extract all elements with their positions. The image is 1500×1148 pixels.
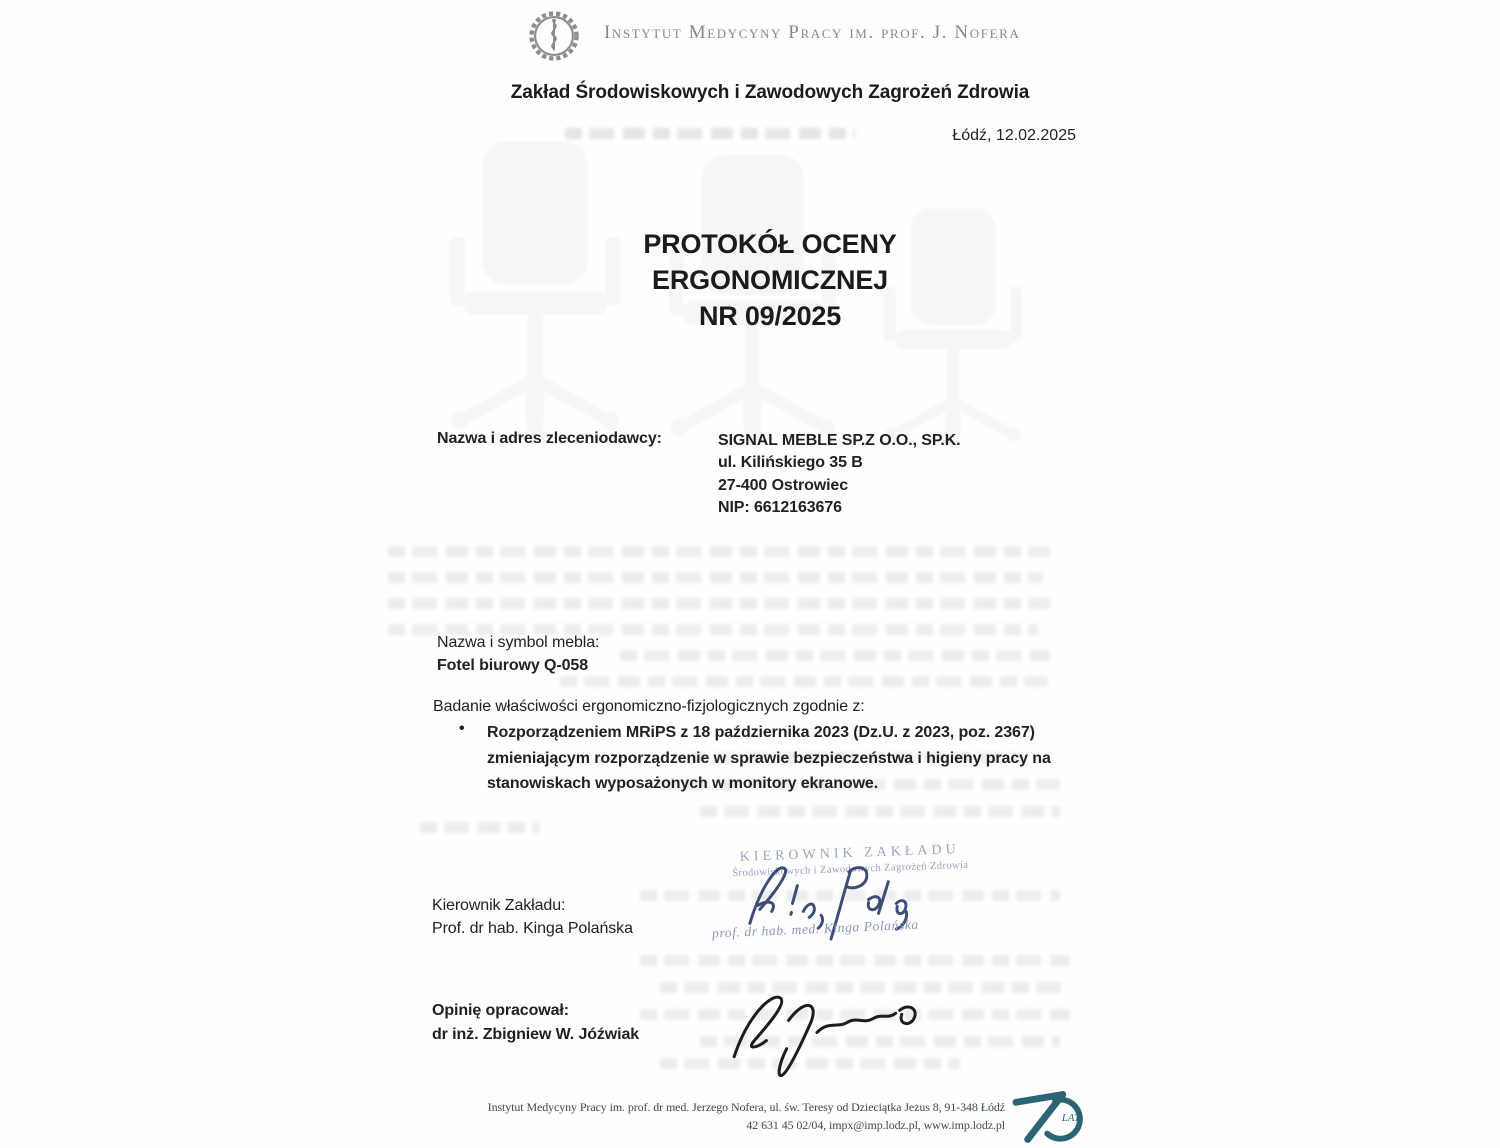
- bleedthrough-text-line: [700, 806, 1060, 817]
- place-date: Łódź, 12.02.2025: [952, 127, 1076, 144]
- bleedthrough-text-line: [560, 676, 1048, 687]
- title-line-2: ERGONOMICZNEJ: [652, 265, 888, 295]
- footer: [385, 1099, 1005, 1134]
- client-nip: NIP: 6612163676: [718, 499, 842, 517]
- author-signature: [720, 983, 932, 1081]
- client-label: Nazwa i adres zleceniodawcy:: [437, 430, 662, 447]
- client-name: SIGNAL MEBLE SP.Z O.O., SP.K.: [718, 432, 961, 449]
- bullet-marker: •: [459, 720, 465, 737]
- document-title: [0, 226, 1500, 334]
- bleedthrough-text-line: [620, 650, 1050, 661]
- study-regulation-text: Rozporządzeniem MRiPS z 18 października 2023 (Dz.U. z 2023, poz. 2367) zmieniającym rozporządzenie w sprawie bezpieczeństwa i higieny pracy na stanowiskach wyposażonych w monitory ekranowe.: [487, 724, 1051, 792]
- stamp-name: prof. dr hab. med. Kinga Polańska: [711, 916, 920, 941]
- institute-name: Instytut Medycyny Pracy im. prof. J. Nofera: [604, 22, 1021, 43]
- anniversary-lat-text: LAT: [1061, 1111, 1080, 1124]
- author-label: Opinię opracował:: [432, 1002, 569, 1019]
- anniversary-70-lat-logo-icon: [1012, 1088, 1100, 1144]
- head-label: Kierownik Zakładu:: [432, 897, 566, 914]
- title-line-1: PROTOKÓŁ OCENY: [643, 229, 897, 259]
- institute-logo-icon: [527, 9, 581, 63]
- stamp-subtitle: Środowiskowych i Zawodowych Zagrożeń Zdrowia: [732, 859, 969, 880]
- client-street: ul. Kilińskiego 35 B: [718, 454, 863, 472]
- bleedthrough-text-line: [388, 598, 1050, 609]
- bleedthrough-text-line: [640, 955, 1070, 966]
- head-name: Prof. dr hab. Kinga Polańska: [432, 920, 633, 937]
- client-address: [718, 430, 961, 520]
- author-name: dr inż. Zbigniew W. Jóźwiak: [432, 1026, 640, 1043]
- stamp-title: KIEROWNIK ZAKŁADU: [739, 842, 960, 865]
- bleedthrough-text-line: [388, 546, 1050, 557]
- bleedthrough-text-line: [388, 572, 1043, 583]
- title-line-3: NR 09/2025: [698, 301, 842, 331]
- study-intro: Badanie właściwości ergonomiczno-fizjologicznych zgodnie z:: [433, 698, 865, 715]
- furniture-value: Fotel biurowy Q-058: [437, 657, 589, 674]
- bleedthrough-text-line: [420, 822, 540, 833]
- footer-contact: 42 631 45 02/04, impx@imp.lodz.pl, www.imp.lodz.pl: [746, 1117, 1005, 1132]
- client-city: 27-400 Ostrowiec: [718, 476, 849, 494]
- department-name: Zakład Środowiskowych i Zawodowych Zagrożeń Zdrowia: [510, 82, 1030, 103]
- furniture-label: Nazwa i symbol mebla:: [437, 634, 600, 651]
- footer-address: Instytut Medycyny Pracy im. prof. dr med. Jerzego Nofera, ul. św. Teresy od Dzieciątka Jezus 8, 91-348 Łódź: [487, 1100, 1005, 1114]
